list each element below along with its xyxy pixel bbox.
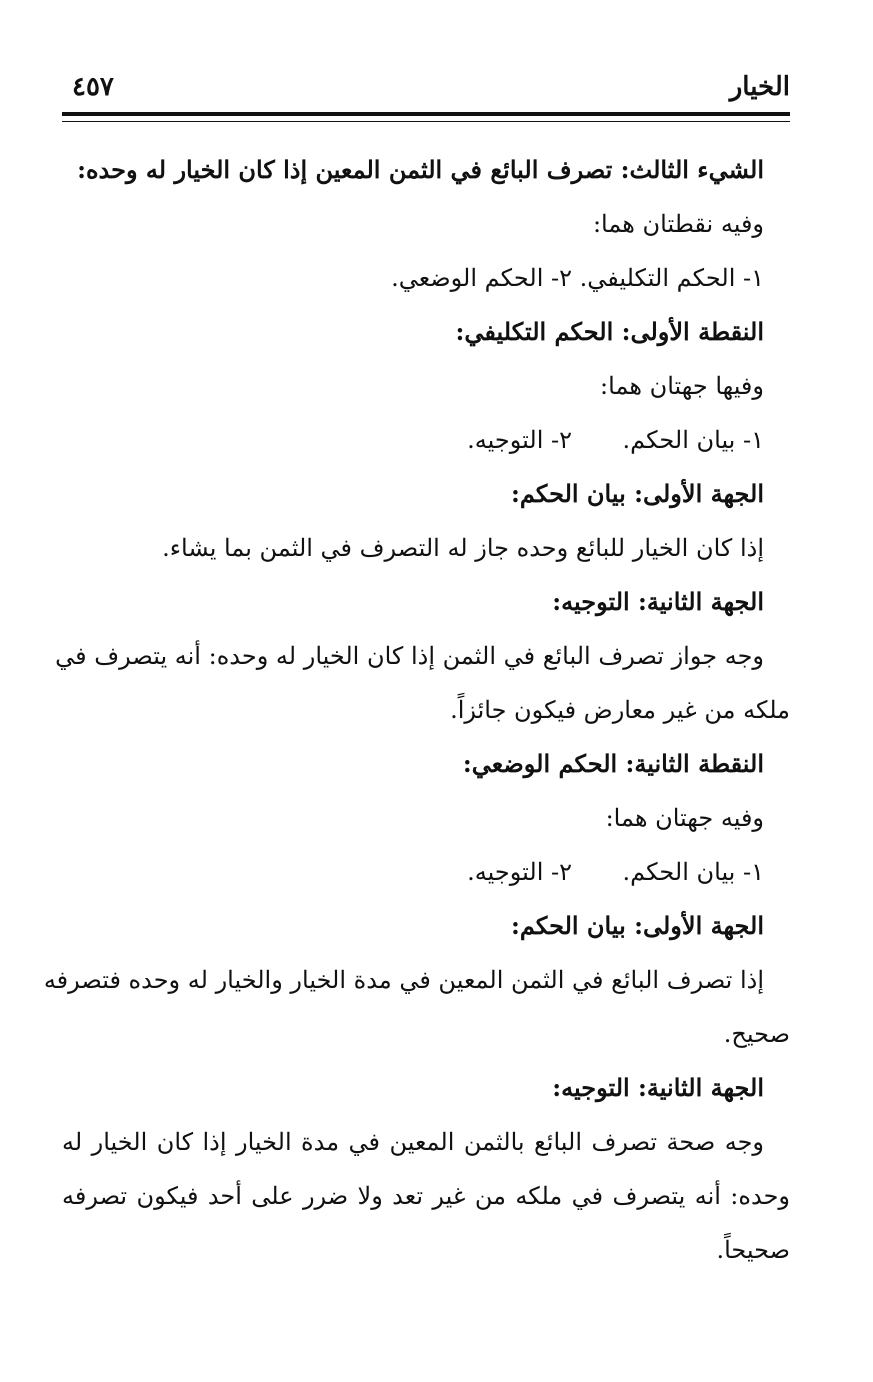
heading-aspect-two: الجهة الثانية: التوجيه: (552, 1073, 764, 1102)
list-item: ١- بيان الحكم. (622, 426, 764, 454)
paragraph-ruling-line: إذا تصرف البائع في الثمن المعين في مدة الخيار والخيار له وحده فتصرفه (43, 966, 764, 994)
list-item: ٢- التوجيه. (467, 858, 572, 886)
paragraph-ruling: إذا كان الخيار للبائع وحده جاز له التصرف في الثمن بما يشاء. (162, 534, 764, 562)
heading-aspect-two: الجهة الثانية: التوجيه: (552, 587, 764, 616)
paragraph-justification-line: وحده: أنه يتصرف في ملكه من غير تعد ولا ضرر على أحد فيكون تصرفه (62, 1182, 790, 1210)
section-heading-third-thing: الشيء الثالث: تصرف البائع في الثمن المعين إذا كان الخيار له وحده: (77, 155, 764, 184)
paragraph-justification-line: صحيحاً. (716, 1236, 790, 1264)
list-two-aspects (62, 413, 790, 467)
page-header (62, 72, 790, 108)
paragraph-justification-line: ملكه من غير معارض فيكون جائزاً. (450, 696, 790, 724)
running-title: الخيار (729, 72, 790, 102)
heading-aspect-one: الجهة الأولى: بيان الحكم: (510, 911, 764, 940)
list-two-aspects (62, 845, 790, 899)
list-item: ١- بيان الحكم. (622, 858, 764, 886)
heading-point-one: النقطة الأولى: الحكم التكليفي: (455, 317, 764, 346)
heading-aspect-one: الجهة الأولى: بيان الحكم: (510, 479, 764, 508)
paragraph-justification-line: وجه صحة تصرف البائع بالثمن المعين في مدة الخيار إذا كان الخيار له (62, 1128, 764, 1156)
paragraph-ruling-line: صحيح. (723, 1020, 790, 1048)
list-item: ١- الحكم التكليفي. (579, 264, 764, 292)
intro-two-points: وفيه نقطتان هما: (592, 210, 764, 238)
list-item: ٢- التوجيه. (467, 426, 572, 454)
intro-two-aspects: وفيه جهتان هما: (605, 804, 764, 832)
paragraph-justification-line: وجه جواز تصرف البائع في الثمن إذا كان الخيار له وحده: أنه يتصرف في (55, 642, 764, 670)
page-number: ٤٥٧ (72, 72, 114, 102)
book-page (43, 0, 790, 1382)
page-content (43, 143, 790, 1277)
list-item: ٢- الحكم الوضعي. (391, 264, 572, 292)
header-rule-thin (62, 121, 790, 122)
intro-two-aspects: وفيها جهتان هما: (600, 372, 764, 400)
header-rule-thick (62, 112, 790, 116)
list-two-points (62, 251, 790, 305)
heading-point-two: النقطة الثانية: الحكم الوضعي: (462, 749, 764, 778)
